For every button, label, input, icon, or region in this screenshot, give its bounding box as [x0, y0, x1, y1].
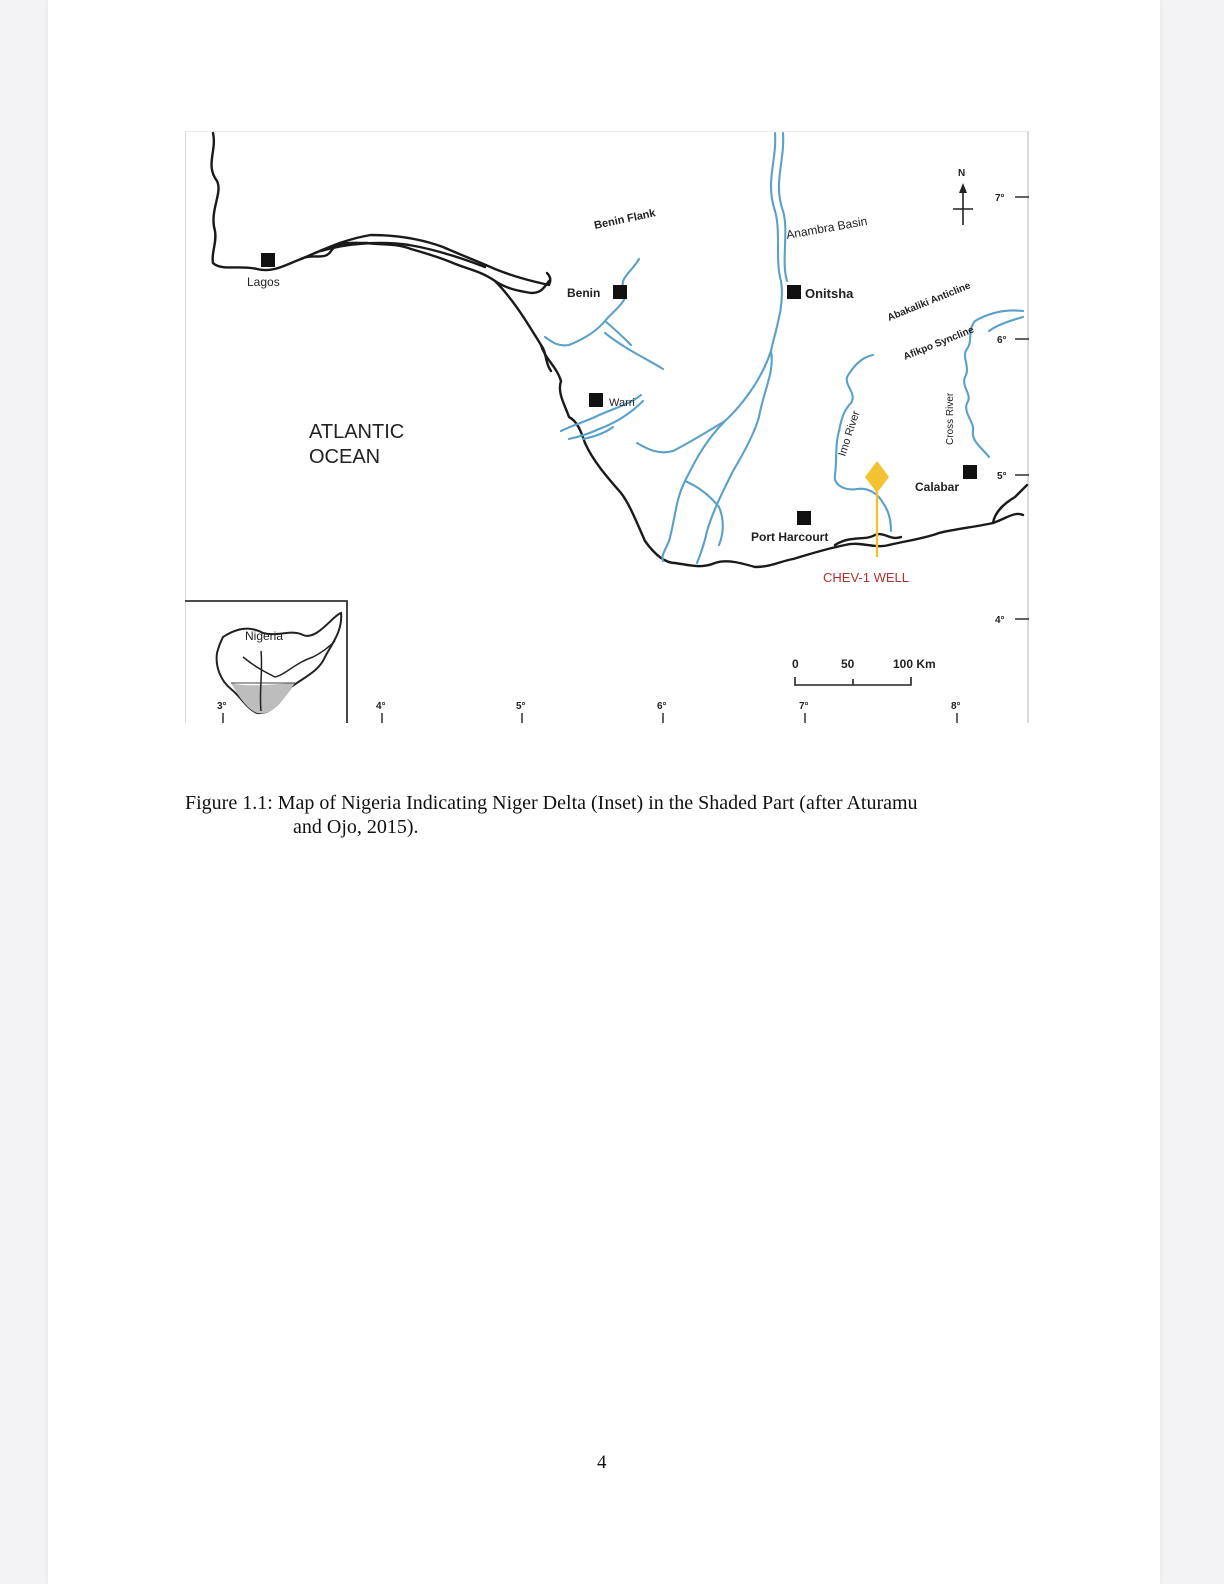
lon-tick-4: 4° [376, 701, 386, 712]
lat-tick-7: 7° [995, 193, 1005, 204]
label-warri: Warri [609, 397, 635, 409]
label-well: CHEV-1 WELL [823, 570, 909, 585]
lat-tick-5: 5° [997, 471, 1007, 482]
lon-tick-6: 6° [657, 701, 667, 712]
onitsha-marker [787, 285, 801, 299]
page-number: 4 [597, 1452, 607, 1473]
inset-map [185, 601, 347, 723]
city-markers [261, 253, 977, 525]
niger-delta-map [185, 131, 1029, 723]
label-calabar: Calabar [915, 480, 960, 494]
lon-tick-5: 5° [516, 701, 526, 712]
label-lagos: Lagos [247, 275, 280, 289]
label-imo-river: Imo River [836, 409, 863, 458]
ocean-label-line1: ATLANTIC [309, 421, 405, 443]
port-harcourt-marker [797, 511, 811, 525]
calabar-marker [963, 465, 977, 479]
well-marker [865, 461, 889, 557]
label-benin-flank: Benin Flank [593, 207, 657, 232]
label-port-harcourt: Port Harcourt [751, 530, 829, 544]
caption-line-1: Figure 1.1: Map of Nigeria Indicating Niger Delta (Inset) in the Shaded Part (after Aturamu [185, 792, 918, 814]
longitude-ticks [223, 713, 957, 723]
label-onitsha: Onitsha [805, 286, 854, 301]
lon-tick-7: 7° [799, 701, 809, 712]
north-label: N [958, 168, 966, 179]
label-anambra-basin: Anambra Basin [785, 213, 869, 242]
coastline [212, 133, 1027, 567]
lon-tick-3: 3° [217, 701, 227, 712]
svg-text:50: 50 [841, 657, 855, 671]
caption-line-2: and Ojo, 2015). [293, 816, 419, 838]
label-cross-river: Cross River [945, 392, 956, 445]
label-abakaliki-anticline: Abakaliki Anticline [886, 280, 973, 324]
inset-label: Nigeria [245, 629, 284, 643]
label-afikpo-syncline: Afikpo Syncline [902, 324, 976, 363]
lagos-marker [261, 253, 275, 267]
svg-text:100 Km: 100 Km [893, 657, 936, 671]
latitude-ticks [1015, 197, 1029, 619]
label-benin: Benin [567, 286, 601, 300]
lat-tick-4: 4° [995, 615, 1005, 626]
north-arrow-icon [953, 183, 973, 225]
lon-tick-8: 8° [951, 701, 961, 712]
figure-caption [185, 791, 1035, 839]
lat-tick-6: 6° [997, 335, 1007, 346]
benin-marker [613, 285, 627, 299]
svg-text:0: 0 [792, 657, 799, 671]
ocean-label-line2: OCEAN [309, 446, 381, 468]
scale-bar [792, 657, 936, 685]
river-network [545, 133, 1023, 563]
warri-marker [589, 393, 603, 407]
